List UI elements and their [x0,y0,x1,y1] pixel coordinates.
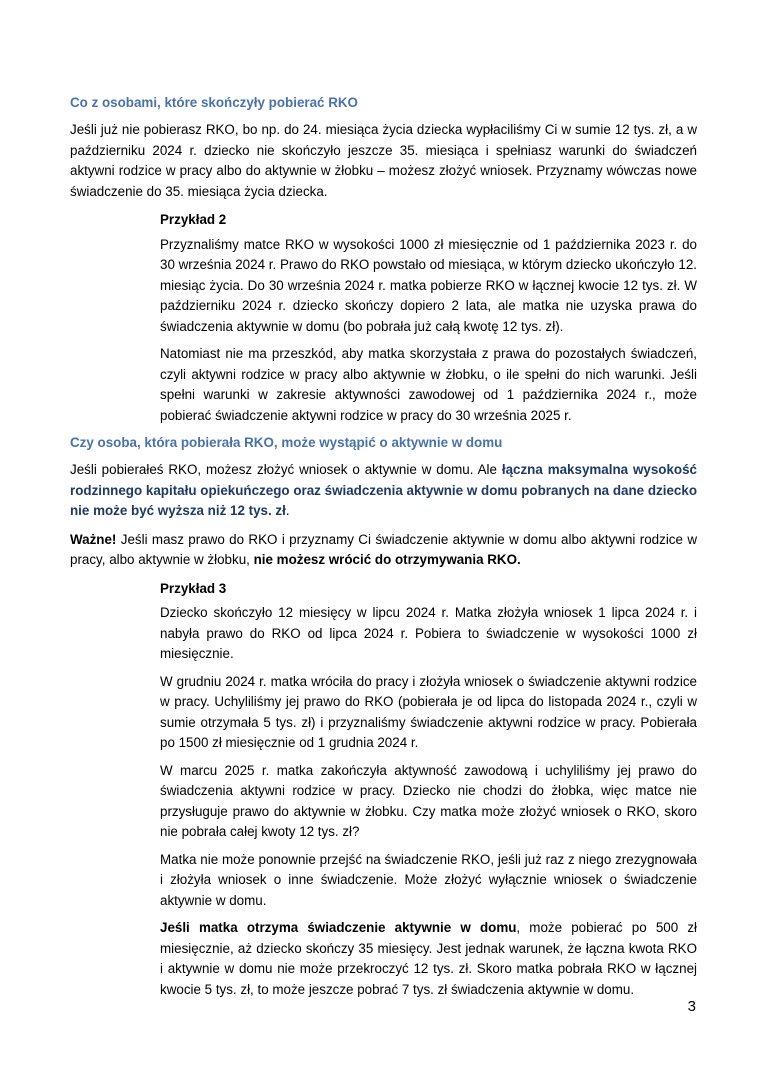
paragraph-text: Jeśli pobierałeś RKO, możesz złożyć wniosek o aktywnie w domu. Ale [70,462,502,477]
important-note [70,530,697,571]
important-text: Jeśli masz prawo do RKO i przyznamy Ci świadczenie aktywnie w domu albo aktywni rodzice w pracy, albo aktywnie w żłobku, [70,531,697,567]
example-3-paragraph-4: Matka nie może ponownie przejść na świadczenie RKO, jeśli już raz z niego zrezygnowała i złożyła wniosek o inne świadczenie. Może złożyć wyłącznie wniosek o świadczenie aktywnie w domu. [160,851,697,908]
example-3-paragraph-5 [160,918,697,1000]
example-2-title: Przykład 2 [160,212,227,227]
example-3-text: , może pobierać po 500 zł miesięcznie, aż dziecko skończy 35 miesięcy. Jest jednak warunek, że łączna kwota RKO i aktywnie w domu nie może przekroczyć 12 tys. zł. Skoro matka pobrała RKO w łącznej kwocie 5 tys. zł, to może jeszcze pobrać 7 tys. zł świadczenia aktywnie w domu. [160,920,697,997]
example-3-block [160,579,697,1001]
highlighted-limit-text: łączna maksymalna wysokość rodzinnego kapitału opiekuńczego oraz świadczenia aktywnie w domu pobranych na dane dziecko nie może być wyższa niż 12 tys. zł [70,462,697,518]
document-page [70,93,697,1007]
section-heading-active-at-home: Czy osoba, która pobierała RKO, może wystąpić o aktywnie w domu [70,435,503,450]
paragraph-finished-rko: Jeśli już nie pobierasz RKO, bo np. do 24. miesiąca życia dziecka wypłaciliśmy Ci w sumie 12 tys. zł, a w październiku 2024 r. dziecko nie skończyło jeszcze 35. miesiąca i spełniasz warunki do świadczeń aktywni rodzice w pracy albo do aktywnie w żłobku – możesz złożyć wniosek. Przyznamy wówczas nowe świadczenie do 35. miesiąca życia dziecka. [70,122,697,199]
example-3-title: Przykład 3 [160,580,227,596]
example-2-paragraph-2: Natomiast nie ma przeszkód, aby matka skorzystała z prawa do pozostałych świadczeń, czyli aktywni rodzice w pracy albo aktywnie w żłobku, o ile spełni do nich warunki. Jeśli spełni warunki w zakresie aktywności zawodowej od 1 października 2024 r., może pobierać świadczenie aktywni rodzice w pracy do 30 września 2025 r. [160,346,697,423]
example-2-paragraph-1: Przyznaliśmy matce RKO w wysokości 1000 zł miesięcznie od 1 października 2023 r. do 30 września 2024 r. Prawo do RKO powstało od miesiąca, w którym dziecko ukończyło 12. miesiąc życia. Do 30 września 2024 r. matka pobierze RKO w łącznej kwocie 12 tys. zł. W październiku 2024 r. dziecko skończy dopiero 2 lata, ale matka nie uzyska prawa do świadczenia aktywnie w domu (bo pobrała już całą kwotę 12 tys. zł). [160,236,697,334]
important-bold-text: nie możesz wrócić do otrzymywania RKO. [253,552,521,567]
page-number: 3 [687,998,696,1015]
paragraph-text: . [285,503,290,518]
example-3-bold-lead: Jeśli matka otrzyma świadczenie aktywnie w domu [160,920,517,935]
example-2-block [160,210,697,426]
example-3-paragraph-2: W grudniu 2024 r. matka wróciła do pracy i złożyła wniosek o świadczenie aktywni rodzice w pracy. Uchyliliśmy jej prawo do RKO (pobierała je od lipca do listopada 2024 r., czyli w sumie otrzymała 5 tys. zł) i przyznaliśmy świadczenie aktywni rodzice w pracy. Pobierała po 1500 zł miesięcznie od 1 grudnia 2024 r. [160,673,697,750]
paragraph-active-at-home [70,460,697,522]
example-3-paragraph-1: Dziecko skończyło 12 miesięcy w lipcu 2024 r. Matka złożyła wniosek 1 lipca 2024 r. i nabyła prawo do RKO od lipca 2024 r. Pobiera to świadczenie w wysokości 1000 zł miesięcznie. [160,605,697,661]
important-label: Ważne! [70,531,117,547]
example-3-paragraph-3: W marcu 2025 r. matka zakończyła aktywność zawodową i uchyliliśmy jej prawo do świadczenia aktywni rodzice w pracy. Dziecko nie chodzi do żłobka, więc matce nie przysługuje prawo do aktywnie w żłobku. Czy matka może złożyć wniosek o RKO, skoro nie pobrała całej kwoty 12 tys. zł? [160,762,697,839]
section-heading-finished-rko: Co z osobami, które skończyły pobierać RKO [70,95,358,110]
